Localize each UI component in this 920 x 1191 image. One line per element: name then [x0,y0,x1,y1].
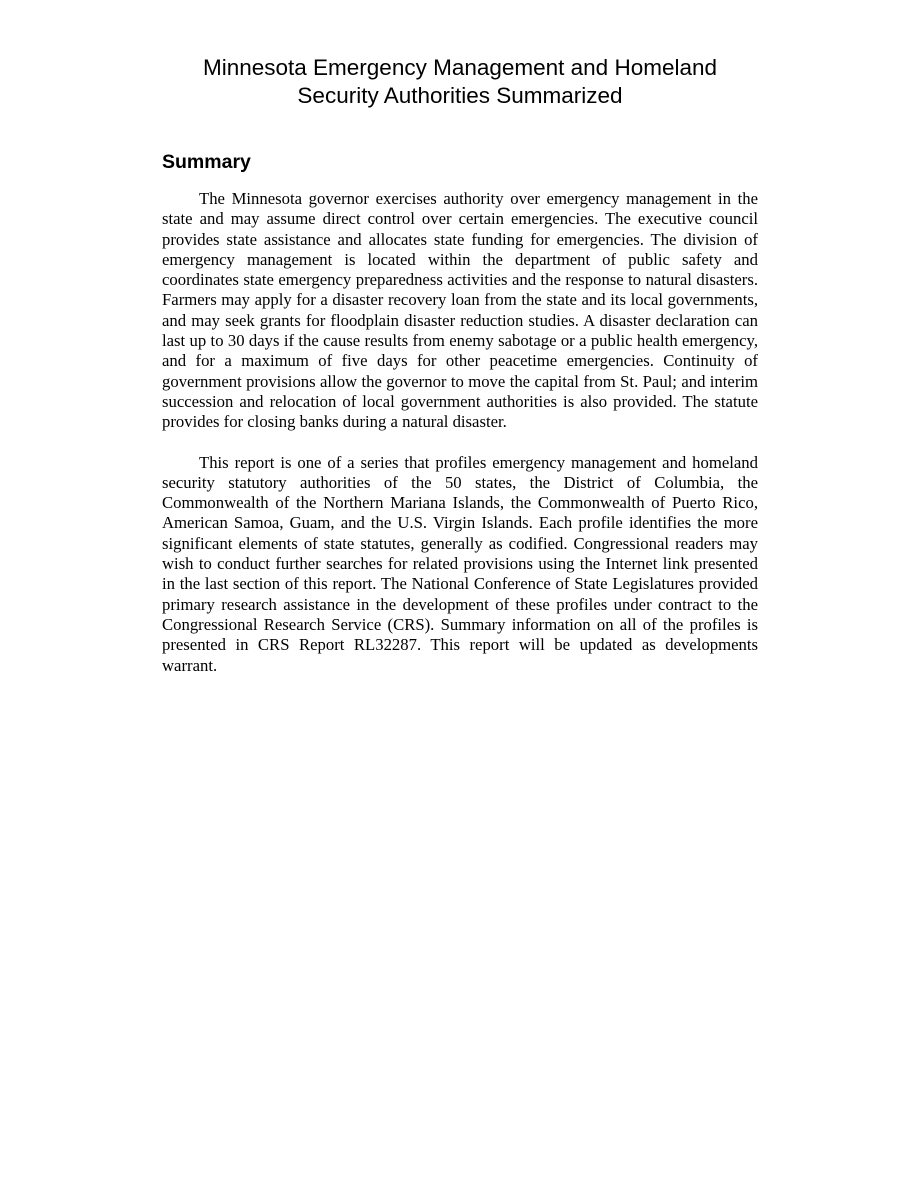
document-title [162,54,758,110]
summary-heading: Summary [162,151,251,173]
document-page [162,54,758,676]
title-line-1: Minnesota Emergency Management and Homeland [202,55,718,80]
summary-paragraph-2: This report is one of a series that profiles emergency management and homeland security statutory authorities of the 50 states, the District of Columbia, the Commonwealth of the Northern Mariana Islands, the Commonwealth of Puerto Rico, American Samoa, Guam, and the U.S. Virgin Islands. Each profile identifies the more significant elements of state statutes, generally as codified. Congressional readers may wish to conduct further searches for related provisions using the Internet link presented in the last section of this report. The National Conference of State Legislatures provided primary research assistance in the development of these profiles under contract to the Congressional Research Service (CRS). Summary information on all of the profiles is presented in CRS Report RL32287. This report will be updated as developments warrant. [162,452,758,675]
summary-paragraph-1: The Minnesota governor exercises authority over emergency management in the state and may assume direct control over certain emergencies. The executive council provides state assistance and allocates state funding for emergencies. The division of emergency management is located within the department of public safety and coordinates state emergency preparedness activities and the response to natural disasters. Farmers may apply for a disaster recovery loan from the state and its local governments, and may seek grants for floodplain disaster reduction studies. A disaster declaration can last up to 30 days if the cause results from enemy sabotage or a public health emergency, and for a maximum of five days for other peacetime emergencies. Continuity of government provisions allow the governor to move the capital from St. Paul; and interim succession and relocation of local government authorities is also provided. The statute provides for closing banks during a natural disaster. [162,189,758,432]
title-line-2: Security Authorities Summarized [297,83,623,108]
